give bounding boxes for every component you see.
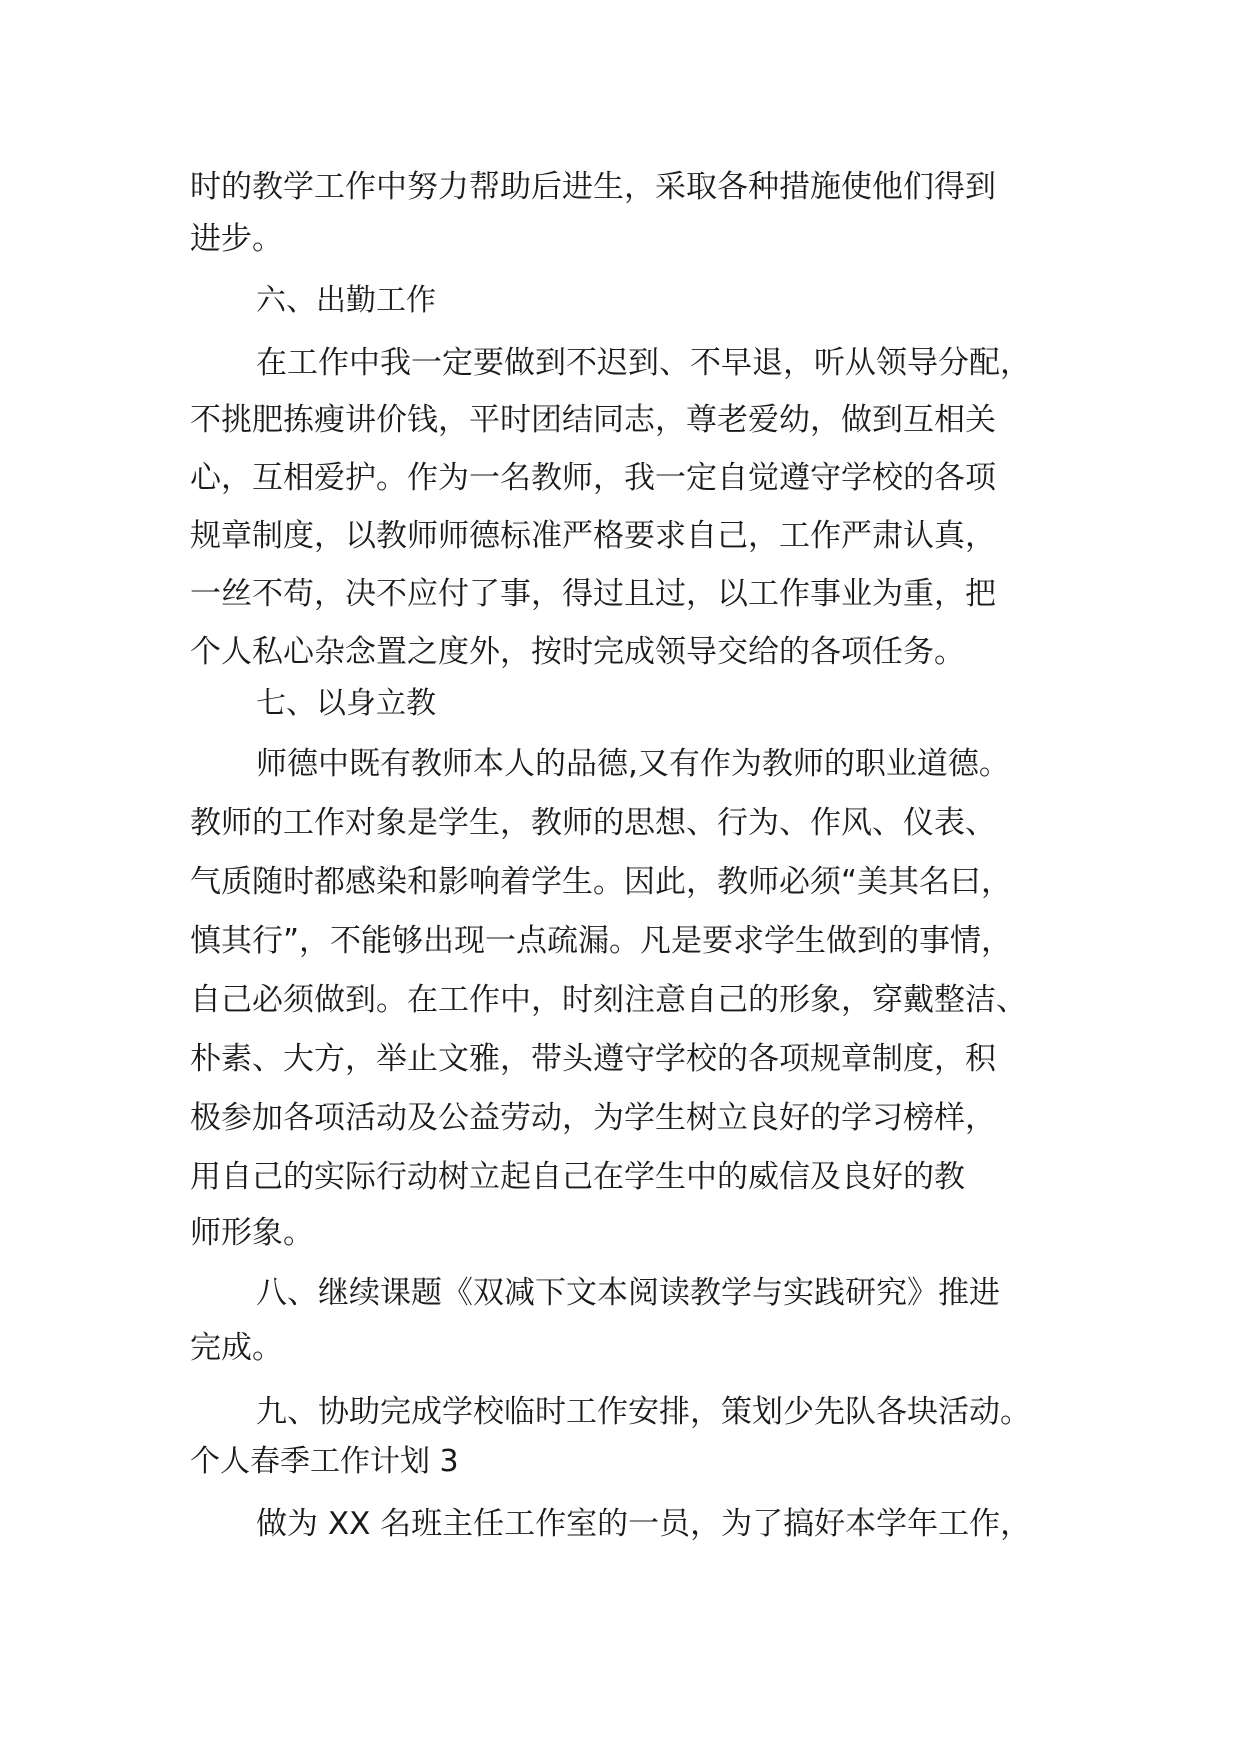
text-line: 极参加各项活动及公益劳动，为学生树立良好的学习榜样， bbox=[190, 1100, 996, 1136]
text-line: 心，互相爱护。作为一名教师，我一定自觉遵守学校的各项 bbox=[190, 460, 996, 496]
text-line: 完成。 bbox=[190, 1330, 283, 1366]
text-line: 进步。 bbox=[190, 221, 283, 257]
text-line: 做为 XX 名班主任工作室的一员，为了搞好本学年工作， bbox=[256, 1506, 1032, 1542]
text-line: 个人私心杂念置之度外，按时完成领导交给的各项任务。 bbox=[190, 634, 965, 670]
text-line: 时的教学工作中努力帮助后进生，采取各种措施使他们得到 bbox=[190, 169, 996, 205]
text-line: 自己必须做到。在工作中，时刻注意自己的形象，穿戴整洁、 bbox=[190, 982, 1027, 1018]
text-line: 在工作中我一定要做到不迟到、不早退，听从领导分配， bbox=[256, 345, 1031, 381]
text-line: 八、继续课题《双减下文本阅读教学与实践研究》推进 bbox=[256, 1275, 1000, 1311]
text-line: 师德中既有教师本人的品德,又有作为教师的职业道德。 bbox=[256, 746, 1010, 782]
text-line: 用自己的实际行动树立起自己在学生中的威信及良好的教 bbox=[190, 1159, 965, 1195]
section-heading-role-model: 七、以身立教 bbox=[256, 686, 436, 721]
section-heading-plan-3: 个人春季工作计划 3 bbox=[190, 1444, 459, 1479]
text-line: 九、协助完成学校临时工作安排，策划少先队各块活动。 bbox=[256, 1394, 1031, 1430]
text-line: 气质随时都感染和影响着学生。因此，教师必须“美其名曰， bbox=[190, 864, 1013, 900]
text-line: 教师的工作对象是学生，教师的思想、行为、作风、仪表、 bbox=[190, 805, 996, 841]
section-heading-attendance: 六、出勤工作 bbox=[256, 283, 436, 318]
text-line: 朴素、大方，举止文雅，带头遵守学校的各项规章制度，积 bbox=[190, 1041, 996, 1077]
text-line: 规章制度，以教师师德标准严格要求自己，工作严肃认真， bbox=[190, 518, 996, 554]
text-line: 师形象。 bbox=[190, 1215, 314, 1251]
text-line: 不挑肥拣瘦讲价钱，平时团结同志，尊老爱幼，做到互相关 bbox=[190, 402, 996, 438]
text-line: 一丝不苟，决不应付了事，得过且过，以工作事业为重，把 bbox=[190, 576, 996, 612]
text-line: 慎其行”，不能够出现一点疏漏。凡是要求学生做到的事情， bbox=[190, 923, 1013, 959]
